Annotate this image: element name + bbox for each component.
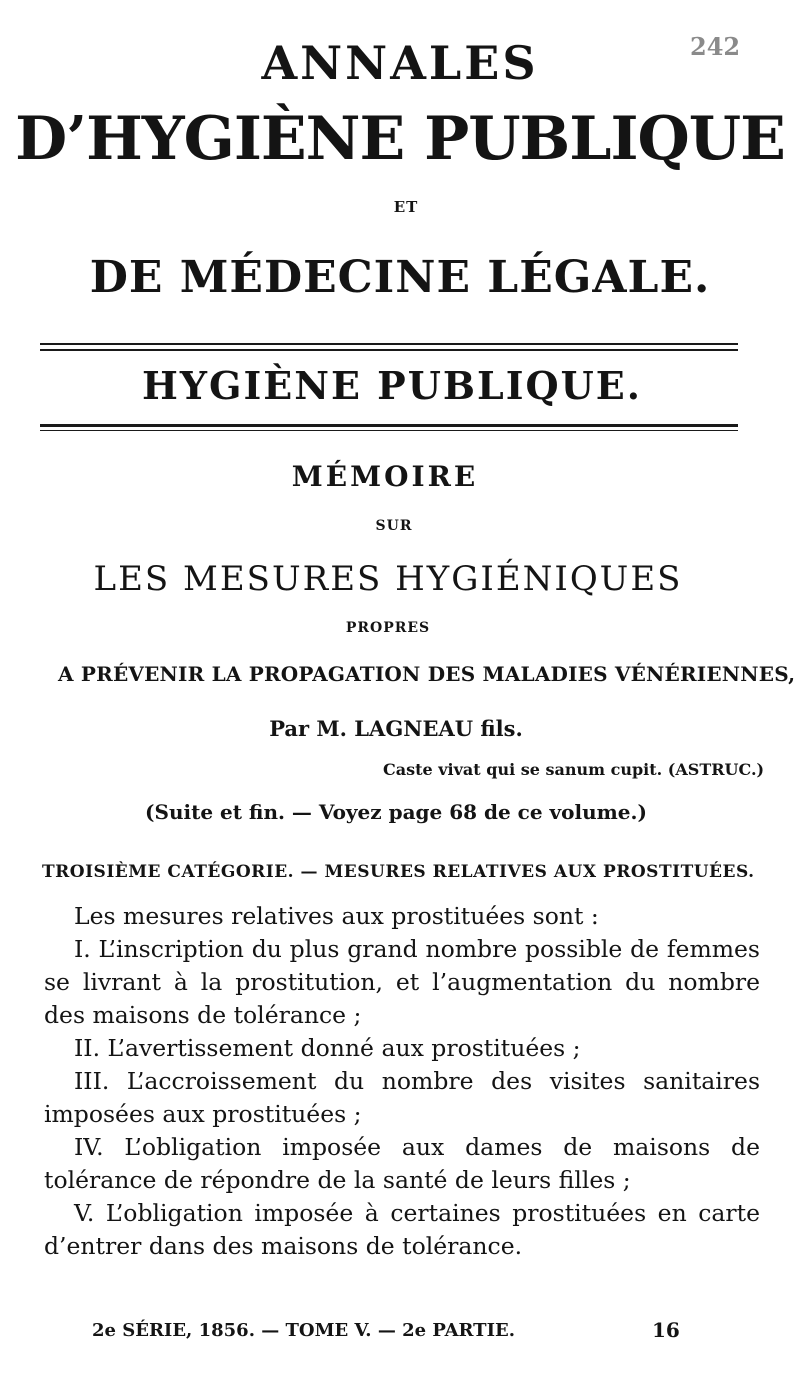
section-rule-thin <box>40 430 738 431</box>
category-heading: TROISIÈME CATÉGORIE. — MESURES RELATIVES AUX PROSTITUÉES. <box>42 862 755 882</box>
double-rule-top <box>40 343 738 345</box>
body-paragraph: II. L’avertissement donné aux prostituées ; <box>74 1034 581 1062</box>
body-paragraph: Les mesures relatives aux prostituées sont : <box>74 902 599 930</box>
article-title-propres: PROPRES <box>345 620 431 636</box>
journal-title-line1: ANNALES <box>261 36 539 90</box>
section-heading: HYGIÈNE PUBLIQUE. <box>142 363 642 408</box>
article-title-prevenir: A PRÉVENIR LA PROPAGATION DES MALADIES VÉNÉRIENNES, <box>58 662 796 686</box>
article-epigraph: Caste vivat qui se sanum cupit. (ASTRUC.) <box>383 760 765 779</box>
article-body <box>44 900 760 1263</box>
body-paragraph: IV. L’obligation imposée aux dames de maisons de tolérance de répondre de la santé de leurs filles ; <box>44 1133 760 1194</box>
article-title-memoire: MÉMOIRE <box>291 460 479 493</box>
article-title-mesures: LES MESURES HYGIÉNIQUES <box>93 559 683 599</box>
body-paragraph: III. L’accroissement du nombre des visites sanitaires imposées aux prostituées ; <box>44 1067 760 1128</box>
page-number-top: 242 <box>690 32 741 61</box>
footer-signature-number: 16 <box>652 1318 680 1342</box>
body-paragraph: I. L’inscription du plus grand nombre possible de femmes se livrant à la prostitution, et l’augmentation du nombre des maisons de tolérance ; <box>44 935 760 1029</box>
article-continuation-note: (Suite et fin. — Voyez page 68 de ce volume.) <box>145 800 647 824</box>
journal-title-conjunction: ET <box>393 198 419 216</box>
article-title-sur: SUR <box>375 518 413 534</box>
double-rule-bottom <box>40 349 738 351</box>
section-rule-thick <box>40 424 738 427</box>
article-author: Par M. LAGNEAU fils. <box>269 716 523 741</box>
journal-title-line2: D’HYGIÈNE PUBLIQUE <box>15 104 785 174</box>
body-paragraph: V. L’obligation imposée à certaines prostituées en carte d’entrer dans des maisons de tolérance. <box>44 1199 760 1260</box>
journal-title-line3: DE MÉDECINE LÉGALE. <box>89 252 711 303</box>
footer-series: 2e SÉRIE, 1856. — TOME V. — 2e PARTIE. <box>92 1320 515 1341</box>
